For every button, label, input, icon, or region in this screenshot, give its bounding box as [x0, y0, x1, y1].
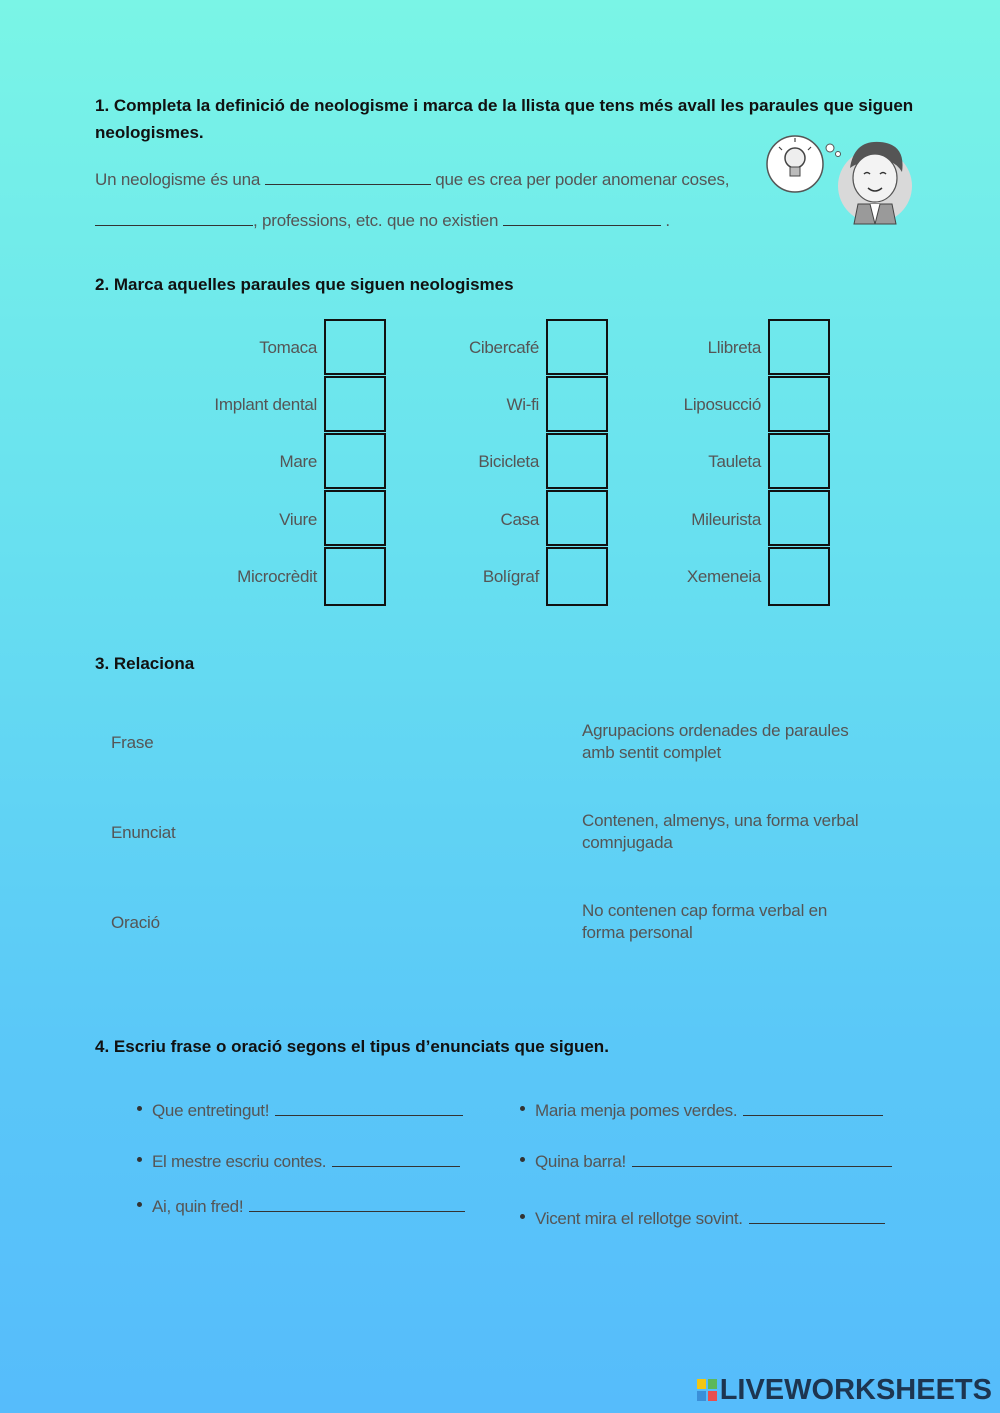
- sentence-item: [520, 1209, 885, 1229]
- sentence-text: El mestre escriu contes.: [152, 1152, 327, 1171]
- relate-left-item[interactable]: Enunciat: [111, 823, 176, 842]
- word-label: Llibreta: [707, 338, 761, 357]
- relate-right-line: Agrupacions ordenades de paraules: [582, 721, 849, 740]
- section3-title: 3. Relaciona: [95, 654, 195, 673]
- relate-right-item[interactable]: [582, 810, 859, 854]
- word-label: Wi-fi: [506, 395, 539, 414]
- sentence-item: [520, 1101, 883, 1121]
- word-label: Mileurista: [691, 510, 761, 529]
- definition-line-1: [95, 170, 729, 190]
- word-label: Mare: [279, 452, 317, 471]
- word-label: Bolígraf: [482, 567, 539, 586]
- sentence-text: Vicent mira el rellotge sovint.: [535, 1209, 743, 1228]
- relate-right-line: amb sentit complet: [582, 743, 722, 762]
- relate-right-line: No contenen cap forma verbal en: [582, 901, 828, 920]
- section2-title: 2. Marca aquelles paraules que siguen neologismes: [95, 275, 514, 294]
- checkbox[interactable]: [768, 547, 830, 606]
- answer-blank[interactable]: [632, 1154, 892, 1167]
- checkbox[interactable]: [768, 490, 830, 546]
- relate-right-item[interactable]: [582, 720, 849, 764]
- section1-title: 1. Completa la definició de neologisme i marca de la llista que tens més avall les paraules que siguen neologismes.: [95, 96, 914, 142]
- relate-right-line: comnjugada: [582, 833, 673, 852]
- word-label: Viure: [279, 510, 317, 529]
- definition-text-3: , professions, etc. que no existien: [253, 211, 499, 230]
- sentence-text: Quina barra!: [535, 1152, 626, 1171]
- word-label: Cibercafé: [468, 338, 539, 357]
- sentence-text: Maria menja pomes verdes.: [535, 1101, 738, 1120]
- checkbox[interactable]: [768, 319, 830, 375]
- sentence-item: [137, 1152, 460, 1172]
- relate-left-item[interactable]: Oració: [111, 913, 160, 932]
- checkbox[interactable]: [768, 376, 830, 432]
- definition-blank-3[interactable]: [503, 211, 661, 226]
- word-label: Tauleta: [708, 452, 761, 471]
- word-label: Xemeneia: [686, 567, 761, 586]
- relate-right-item[interactable]: [582, 900, 827, 944]
- word-label: Casa: [500, 510, 539, 529]
- answer-blank[interactable]: [275, 1103, 463, 1116]
- bullet-icon: [520, 1157, 525, 1162]
- answer-blank[interactable]: [332, 1154, 460, 1167]
- thinking-boy-illustration: [762, 128, 922, 228]
- checkbox[interactable]: [768, 433, 830, 489]
- sentence-text: Ai, quin fred!: [152, 1197, 244, 1216]
- answer-blank[interactable]: [249, 1199, 465, 1212]
- liveworksheets-logo-icon: [697, 1379, 717, 1401]
- definition-text-1: Un neologisme és una: [95, 170, 261, 189]
- word-label: Microcrèdit: [237, 567, 317, 586]
- bullet-icon: [137, 1157, 142, 1162]
- definition-blank-2[interactable]: [95, 211, 253, 226]
- boy-face-icon: [838, 142, 912, 224]
- bullet-icon: [520, 1214, 525, 1219]
- answer-blank[interactable]: [743, 1103, 883, 1116]
- answer-blank[interactable]: [749, 1211, 885, 1224]
- word-label: Implant dental: [214, 395, 317, 414]
- word-label: Bicicleta: [478, 452, 539, 471]
- definition-line-2: [95, 211, 670, 231]
- sentence-item: [520, 1152, 892, 1172]
- definition-text-4: .: [665, 211, 670, 230]
- relate-left-item[interactable]: Frase: [111, 733, 154, 752]
- bullet-icon: [137, 1202, 142, 1207]
- sentence-text: Que entretingut!: [152, 1101, 270, 1120]
- liveworksheets-logo: [697, 1374, 992, 1407]
- bullet-icon: [520, 1106, 525, 1111]
- sentence-item: [137, 1197, 465, 1217]
- definition-text-2: que es crea per poder anomenar coses,: [435, 170, 730, 189]
- sentence-item: [137, 1101, 463, 1121]
- relate-right-line: Contenen, almenys, una forma verbal: [582, 811, 859, 830]
- section4-title: 4. Escriu frase o oració segons el tipus d’enunciats que siguen.: [95, 1037, 609, 1056]
- word-label: Liposucció: [683, 395, 761, 414]
- bullet-icon: [137, 1106, 142, 1111]
- logo-text: LIVEWORKSHEETS: [719, 1374, 992, 1406]
- word-label: Tomaca: [259, 338, 317, 357]
- definition-blank-1[interactable]: [265, 170, 431, 185]
- relate-right-line: forma personal: [582, 923, 693, 942]
